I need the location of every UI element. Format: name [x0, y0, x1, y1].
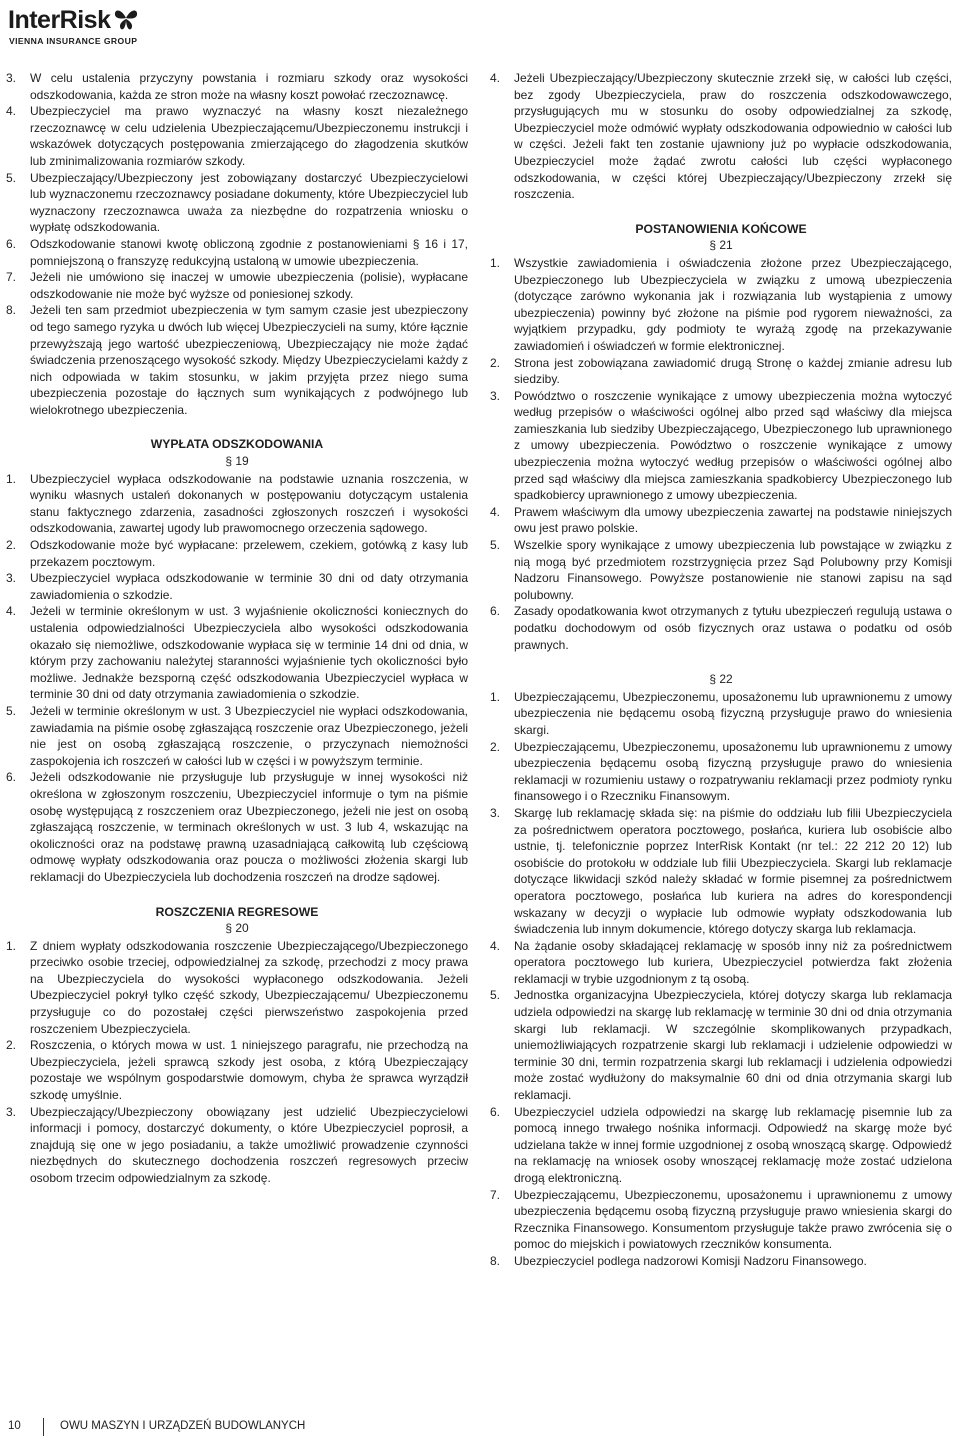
list-item [490, 739, 952, 805]
item-number: 7. [6, 270, 17, 285]
list-item [490, 1253, 952, 1270]
item-number: 4. [490, 71, 501, 85]
list-item [490, 603, 952, 653]
item-number: 1. [6, 471, 17, 486]
item-number: 5. [6, 703, 17, 718]
left-column [6, 70, 468, 1187]
paragraph-mark-22: § 22 [709, 672, 733, 687]
item-text: Ubezpieczającemu, Ubezpieczonemu, uposażonemu lub uprawnionemu z umowy ubezpieczenia będącemu osobą fizyczną przysługuje prawo do wniesienia reklamacji w rozumieniu ustawy o rozpatrywaniu reklamacji przez podmioty rynku finansowego i o Rzeczniku Finansowym. [514, 739, 952, 804]
section-heading-claims-payment: WYPŁATA ODSZKODOWANIA [150, 437, 324, 452]
item-text: Wszelkie spory wynikające z umowy ubezpieczenia lub powstające w związku z nią mogą być przedmiotem rozstrzygnięcia przez Sąd Polubowny przy Komisji Nadzoru Finansowego. Powyższe postanowienie nie stanowi zapisu na sąd polubowny. [514, 538, 952, 602]
item-text: Odszkodowanie stanowi kwotę obliczoną zgodnie z postanowieniami § 16 i 17, pomniejszoną o franszyzę redukcyjną ustaloną w umowie ubezpieczenia. [30, 236, 468, 268]
list-item [490, 938, 952, 988]
right-column [490, 70, 952, 1270]
paragraph-mark-20: § 20 [225, 921, 249, 936]
item-text: Strona jest zobowiązana zawiadomić drugą Stronę o każdej zmianie adresu lub siedziby. [514, 355, 952, 387]
item-number: 5. [490, 988, 501, 1003]
item-number: 5. [490, 538, 501, 553]
item-number: 2. [490, 739, 501, 754]
item-number: 5. [6, 170, 17, 185]
left-items-c [6, 938, 468, 1187]
list-item [490, 1104, 952, 1187]
item-text: Na żądanie osoby składającej reklamację w sposób inny niż za pośrednictwem operatora pocztowego lub kuriera, Ubezpieczyciel potwierdza fakt złożenia reklamacji w trybie uzgodnionym z tą osobą. [514, 938, 952, 986]
item-number: 6. [6, 770, 17, 785]
item-number: 8. [490, 1253, 501, 1268]
logo-subtitle: VIENNA INSURANCE GROUP [9, 36, 138, 46]
item-number: 6. [6, 236, 17, 251]
list-item [490, 805, 952, 938]
item-number: 3. [6, 1104, 17, 1119]
list-item [490, 689, 952, 739]
list-item [6, 70, 468, 103]
list-item [490, 255, 952, 355]
list-item [6, 537, 468, 570]
item-number: 2. [6, 1038, 17, 1053]
section-heading-final-provisions: POSTANOWIENIA KOŃCOWE [635, 221, 807, 236]
list-item [490, 504, 952, 537]
list-item [6, 302, 468, 418]
list-item [6, 103, 468, 169]
list-item [6, 570, 468, 603]
right-items-c [490, 689, 952, 1270]
item-number: 1. [6, 938, 17, 953]
spacer [490, 653, 952, 671]
footer-divider [43, 1418, 44, 1436]
paragraph-mark-21: § 21 [709, 238, 733, 253]
right-items-a [490, 70, 952, 203]
item-number: 3. [490, 388, 501, 403]
list-item [490, 388, 952, 504]
item-text: Ubezpieczyciel podlega nadzorowi Komisji Nadzoru Finansowego. [514, 1253, 867, 1268]
item-text: Jeżeli w terminie określonym w ust. 3 wyjaśnienie okoliczności koniecznych do ustalenia odpowiedzialności Ubezpieczyciela albo wysokości odszkodowania okazało się niemożliwe, odszkodowanie wypłaca się w terminie 14 dni od dnia, w którym przy zachowaniu należytej staranności wyjaśnienie tych okoliczności było możliwe. Jednakże bezsporną część odszkodowania Ubezpieczyciel wypłaca w terminie 30 dni od daty otrzymania zawiadomienia o szkodzie. [30, 604, 468, 702]
item-number: 2. [490, 355, 501, 370]
right-items-b [490, 255, 952, 653]
item-number: 7. [490, 1187, 501, 1202]
item-number: 4. [6, 604, 17, 619]
page-number: 10 [8, 1420, 21, 1432]
logo-wordmark: InterRisk [8, 6, 111, 34]
list-item [6, 603, 468, 703]
item-number: 4. [490, 504, 501, 519]
item-text: Jeżeli Ubezpieczający/Ubezpieczony skutecznie zrzekł się, w całości lub części, bez zgody Ubezpieczyciela, praw do roszczenia odszkodowawczego, przysługujących mu w stosunku do osoby odpowiedzialnej za szkodę, Ubezpieczyciel może odmówić wypłaty odszkodowania odpowiednio w całości lub w części. Jeżeli fakt ten zostanie ujawniony już po wypłacie odszkodowania, Ubezpieczyciel może żądać zwrotu całości lub części wypłaconego odszkodowania, w części której Ubezpieczający/Ubezpieczony zrzekł się roszczenia. [514, 71, 952, 202]
item-text: Ubezpieczającemu, Ubezpieczonemu, uposażonemu lub uprawnionemu z umowy ubezpieczenia nie będącemu osobą fizyczną przysługuje prawo do wniesienia skargi. [514, 689, 952, 737]
item-text: Jednostka organizacyjna Ubezpieczyciela, której dotyczy skarga lub reklamacja udziela odpowiedzi na skargę lub reklamację w terminie 30 dni od dnia otrzymania skargi lub reklamacji. W szczególnie skomplikowanych przypadkach, uniemożliwiających rozpatrzenie skargi lub reklamacji i udzielenie odpowiedzi w terminie 30 dni, termin rozpatrzenia skargi lub reklamacji i udzielenia odpowiedzi może zostać wydłużony do maksymalnie 60 dni od dnia otrzymania skargi lub reklamacji. [514, 988, 952, 1103]
item-text: Roszczenia, o których mowa w ust. 1 niniejszego paragrafu, nie przechodzą na Ubezpieczyciela, jeżeli sprawcą szkody jest osoba, z którą Ubezpieczający pozostaje we wspólnym gospodarstwie domowym, chyba że sprawca wyrządził szkodę umyślnie. [30, 1038, 468, 1103]
item-text: Prawem właściwym dla umowy ubezpieczenia zawartej na podstawie niniejszych owu jest prawo polskie. [514, 504, 952, 536]
item-text: W celu ustalenia przyczyny powstania i rozmiaru szkody oraz wysokości odszkodowania, każda ze stron może na własny koszt powołać rzeczoznawcę. [30, 71, 468, 102]
logo [8, 6, 138, 52]
item-text: Ubezpieczającemu, Ubezpieczonemu, uposażonemu i uprawnionemu z umowy ubezpieczenia będącemu osobą fizyczną przysługuje prawo wniesienia skargi do Rzecznika Finansowego. Konsumentom przysługuje także prawo zwrócenia się o pomoc do miejskich i powiatowych rzeczników konsumenta. [514, 1187, 952, 1252]
section-heading-recourse: ROSZCZENIA REGRESOWE [155, 904, 319, 919]
item-text: Jeżeli ten sam przedmiot ubezpieczenia w tym samym czasie jest ubezpieczony od tego samego ryzyka u dwóch lub więcej Ubezpieczycieli na sumy, które łącznie przewyższają jego wartość ubezpieczeniową, Ubezpieczający nie może żądać świadczenia przenoszącego wysokość szkody. Między Ubezpieczycielami każdy z nich odpowiada w takim stosunku, w jakim przyjęta przez niego suma ubezpieczenia pozostaje do łącznych sum wynikających z podwójnego lub wielokrotnego ubezpieczenia. [30, 303, 468, 417]
item-number: 3. [6, 571, 17, 586]
list-item [490, 70, 952, 203]
item-text: Zasady opodatkowania kwot otrzymanych z tytułu ubezpieczeń regulują ustawa o podatku dochodowym od osób fizycznych oraz ustawa o podatku od osób prawnych. [514, 604, 952, 652]
list-item [490, 987, 952, 1103]
item-number: 1. [490, 255, 501, 270]
list-item [6, 769, 468, 885]
left-items-a [6, 70, 468, 418]
list-item [6, 170, 468, 236]
item-text: Jeżeli odszkodowanie nie przysługuje lub przysługuje w innej wysokości niż określona w zgłoszonym roszczeniu, Ubezpieczyciel informuje o tym na piśmie osobę występującą z roszczeniem oraz Ubezpieczonego, jeżeli nie jest on osobą zgłaszającą roszczenie, w terminach określonych w ust. 3 lub 4, wskazując na okoliczności oraz na podstawę prawną uzasadniającą całkowitą lub częściową odmowę wypłaty odszkodowania oraz poucza o możliwości złożenia skargi lub reklamacji do Ubezpieczyciela lub dochodzenia roszczeń na drodze sądowej. [30, 770, 468, 884]
list-item [6, 1037, 468, 1103]
paragraph-mark-19: § 19 [225, 454, 249, 469]
list-item [490, 355, 952, 388]
item-number: 6. [490, 1104, 501, 1119]
item-text: Ubezpieczający/Ubezpieczony obowiązany jest udzielić Ubezpieczycielowi informacji i pomocy, dostarczyć dokumenty, o które Ubezpieczyciel poprosił, a znajdują się one w jego posiadaniu, a także umożliwić prowadzenie czynności niezbędnych do skutecznego dochodzenia roszczeń regresowych przeciw osobom trzecim odpowiedzialnym za szkodę. [30, 1104, 468, 1185]
page-footer [0, 1410, 960, 1440]
footer-document-title: OWU MASZYN I URZĄDZEŃ BUDOWLANYCH [60, 1420, 306, 1432]
item-number: 3. [490, 805, 501, 820]
list-item [6, 471, 468, 537]
item-number: 4. [490, 938, 501, 953]
list-item [6, 938, 468, 1038]
item-number: 1. [490, 689, 501, 704]
item-text: Ubezpieczyciel udziela odpowiedzi na skargę lub reklamację pisemnie lub za pomocą innego trwałego nośnika informacji. Odpowiedź na skargę może być udzielana także w innej formie uzgodnionej z osobą wnoszącą skargę. Odpowiedź na reklamację na wniosek osoby wnoszącej reklamację może zostać udzielona drogą elektroniczną. [514, 1104, 952, 1185]
item-text: Wszystkie zawiadomienia i oświadczenia złożone przez Ubezpieczającego, Ubezpieczonego lub Ubezpieczyciela w związku z umową ubezpieczenia (dotyczące zarówno wykonania jak i rozwiązania lub wystąpienia z umowy ubezpieczenia) powinny być złożone na piśmie pod rygorem nieważności, za wyjątkiem przypadku, gdy podmioty te wyrażą zgodę na przekazywanie zawiadomień i oświadczeń w formie elektronicznej. [514, 255, 952, 353]
item-number: 2. [6, 538, 17, 553]
list-item [6, 1104, 468, 1187]
item-text: Skargę lub reklamację składa się: na piśmie do oddziału lub filii Ubezpieczyciela za pośrednictwem operatora pocztowego, posłańca, kuriera lub osobiście albo ustnie, tj. telefonicznie poprzez InterRisk Kontakt (nr tel.: 22 212 20 12) lub osobiście do protokołu w oddziale lub filii Ubezpieczyciela. Skargi lub reklamacje dotyczące likwidacji szkód należy składać w formie pisemnej za pośrednictwem operatora pocztowego, posłańca lub kuriera na adres do korespondencji wskazany w decyzji o wypłacie lub odmowie wypłaty odszkodowania lub świadczenia lub innym dokumencie, którego dotyczy skarga lub reklamacja. [514, 805, 952, 937]
list-item [6, 703, 468, 769]
item-number: 8. [6, 303, 17, 318]
item-text: Z dniem wypłaty odszkodowania roszczenie Ubezpieczającego/Ubezpieczonego przeciwko osobie trzeciej, odpowiedzialnej za szkodę, przechodzi z mocy prawa na Ubezpieczyciela do wysokości wypłaconego odszkodowania. Jeżeli Ubezpieczyciel pokrył tylko część szkody, Ubezpieczającemu/ Ubezpieczonemu przysługuje co do pozostałej części pierwszeństwo zaspokojenia przed roszczeniem Ubezpieczyciela. [30, 938, 468, 1036]
butterfly-logo-icon [113, 6, 139, 32]
list-item [490, 537, 952, 603]
item-text: Ubezpieczyciel wypłaca odszkodowanie w terminie 30 dni od daty otrzymania zawiadomienia o szkodzie. [30, 571, 468, 602]
item-text: Ubezpieczyciel wypłaca odszkodowanie na podstawie uznania roszczenia, w wyniku własnych ustaleń dokonanych w postępowaniu dotyczącym ustalenia stanu faktycznego zdarzenia, zasadności zgłoszonych roszczeń i wysokości odszkodowania, zawartej ugody lub prawomocnego orzeczenia sądowego. [30, 471, 468, 536]
item-number: 6. [490, 604, 501, 619]
item-text: Ubezpieczyciel ma prawo wyznaczyć na własny koszt niezależnego rzeczoznawcę w celu udzielenia Ubezpieczającemu/Ubezpieczonemu instrukcji i wskazówek dotyczących postępowania zmierzającego do złagodzenia skutków lub zminimalizowania rozmiarów szkody. [30, 104, 468, 168]
item-text: Odszkodowanie może być wypłacane: przelewem, czekiem, gotówką z kasy lub przekazem pocztowym. [30, 538, 468, 569]
item-number: 3. [6, 71, 17, 85]
list-item [490, 1187, 952, 1253]
item-text: Powództwo o roszczenie wynikające z umowy ubezpieczenia można wytoczyć według przepisów o właściwości ogólnej albo przed sąd właściwy dla miejsca zamieszkania lub siedziby Ubezpieczającego, Ubezpieczonego lub uprawnionego z umowy ubezpieczenia. Powództwo o roszczenie wynikające z umowy ubezpieczenia można wytoczyć według przepisów o właściwości ogólnej albo przed sąd właściwy dla miejsca zamieszkania spadkobiercy Ubezpieczonego lub spadkobiercy uprawnionego z umowy ubezpieczenia. [514, 388, 952, 503]
left-items-b [6, 471, 468, 886]
list-item [6, 236, 468, 269]
list-item [6, 269, 468, 302]
item-number: 4. [6, 104, 17, 119]
item-text: Jeżeli w terminie określonym w ust. 3 Ubezpieczyciel nie wypłaci odszkodowania, zawiadamia na piśmie osobę zgłaszającą roszczenie oraz Ubezpieczonego, jeżeli nie jest on osobą zgłaszającą roszczenie, o przyczynach niemożności zaspokojenia ich roszczeń w całości lub w części i w powyższym terminie. [30, 703, 468, 768]
item-text: Jeżeli nie umówiono się inaczej w umowie ubezpieczenia (polisie), wypłacane odszkodowanie nie może być wyższe od poniesionej szkody. [30, 270, 468, 301]
item-text: Ubezpieczający/Ubezpieczony jest zobowiązany dostarczyć Ubezpieczycielowi lub wyznaczonemu rzeczoznawcy posiadane dokumenty, które Ubezpieczyciel lub wyznaczony rzeczoznawca uważa za niezbędne do rozpatrzenia wniosku o wypłatę odszkodowania. [30, 170, 468, 235]
